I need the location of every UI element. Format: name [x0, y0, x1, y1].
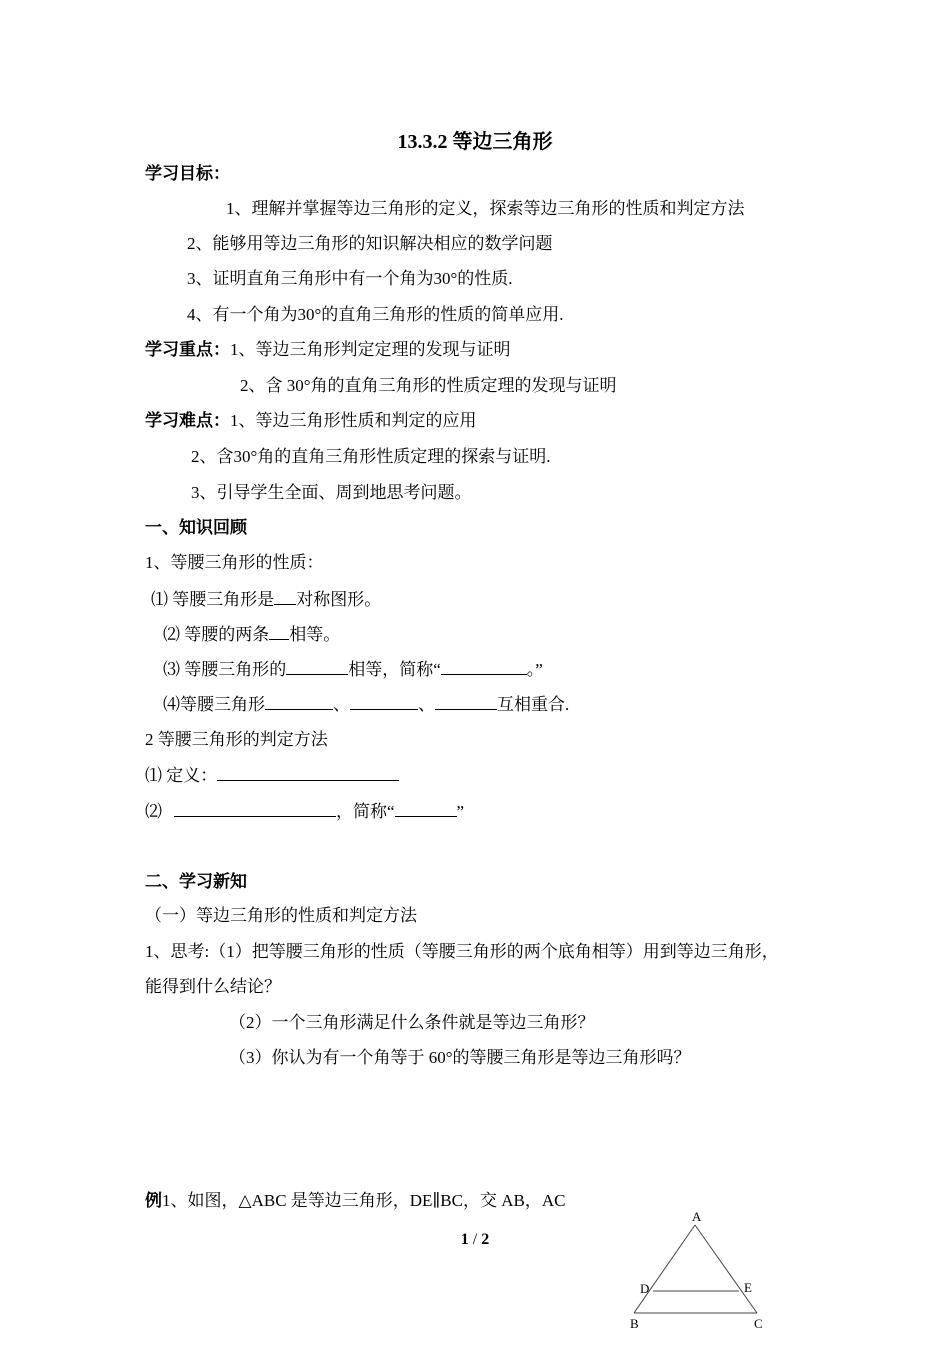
criterion-2-number: ⑵ [145, 802, 162, 821]
difficulty-item-1: 1、等边三角形性质和判定的应用 [230, 411, 477, 430]
property-1-text-end: 对称图形。 [296, 590, 382, 609]
vertex-label-e: E [744, 1280, 752, 1295]
fill-blank[interactable] [286, 658, 348, 675]
example-1 [145, 1190, 565, 1212]
page-separator: / [468, 1231, 482, 1248]
key-points-line-1 [145, 339, 511, 361]
property-3-text-end: 。” [526, 660, 543, 679]
side-ab [634, 1225, 695, 1313]
difficulty-item-2: 2、含30°角的直角三角形性质定理的探索与证明. [191, 447, 551, 466]
property-3 [163, 658, 543, 681]
difficulty-item-3: 3、引导学生全面、周到地思考问题。 [191, 483, 472, 502]
property-4-separator: 、 [333, 695, 350, 714]
property-1 [151, 588, 381, 611]
fill-blank[interactable] [217, 764, 399, 781]
criterion-1-text: ⑴ 定义： [145, 766, 218, 785]
property-4-separator: 、 [418, 695, 435, 714]
property-2 [163, 623, 340, 646]
think-question-line-1: 1、思考:（1）把等腰三角形的性质（等腰三角形的两个底角相等）用到等边三角形， [145, 942, 779, 961]
side-ac [695, 1225, 757, 1313]
review-heading: 一、知识回顾 [145, 518, 247, 537]
key-point-item-1: 1、等边三角形判定定理的发现与证明 [230, 340, 511, 359]
example-label: 例 [145, 1191, 162, 1210]
review-subheading-1: 1、等腰三角形的性质： [145, 553, 324, 572]
fill-blank[interactable] [274, 588, 296, 605]
think-question-line-2: 能得到什么结论？ [145, 977, 281, 996]
property-1-text: ⑴ 等腰三角形是 [151, 590, 275, 609]
property-4-text: ⑷等腰三角形 [163, 695, 265, 714]
property-3-text: ⑶ 等腰三角形的 [163, 660, 287, 679]
criterion-2 [145, 800, 464, 823]
new-knowledge-subheading: （一）等边三角形的性质和判定方法 [145, 906, 417, 925]
objective-item-4: 4、有一个角为30°的直角三角形的性质的简单应用. [187, 305, 564, 324]
page-current: 1 [460, 1231, 469, 1248]
fill-blank[interactable] [350, 693, 418, 710]
vertex-label-b: B [630, 1316, 639, 1331]
criterion-2-text-end: ” [456, 802, 465, 821]
fill-blank[interactable] [174, 800, 336, 817]
property-2-text-end: 相等。 [289, 625, 341, 644]
objective-item-3: 3、证明直角三角形中有一个角为30°的性质. [187, 269, 513, 288]
property-3-text-mid: 相等，简称“ [348, 660, 441, 679]
triangle-diagram [620, 1205, 780, 1344]
vertex-label-d: D [640, 1281, 650, 1296]
page-total: 2 [481, 1231, 490, 1248]
new-knowledge-heading: 二、学习新知 [145, 872, 247, 891]
objectives-heading: 学习目标： [145, 164, 230, 183]
fill-blank[interactable] [435, 693, 497, 710]
property-4 [163, 693, 569, 716]
example-text: 1、如图，△ABC 是等边三角形，DE∥BC，交 AB，AC [162, 1191, 566, 1210]
criterion-1 [145, 764, 399, 787]
objective-item-2: 2、能够用等边三角形的知识解决相应的数学问题 [187, 234, 553, 253]
fill-blank[interactable] [441, 658, 527, 675]
difficulties-line-1 [145, 410, 477, 432]
vertex-label-a: A [692, 1209, 702, 1224]
objective-item-1: 1、理解并掌握等边三角形的定义，探索等边三角形的性质和判定方法 [226, 199, 745, 218]
page-number [0, 1231, 950, 1249]
fill-blank[interactable] [265, 693, 333, 710]
criterion-2-text: ，简称“ [336, 802, 395, 821]
think-question-3: （3）你认为有一个角等于 60°的等腰三角形是等边三角形吗？ [229, 1048, 691, 1067]
difficulties-heading: 学习难点： [145, 411, 230, 430]
property-4-text-end: 互相重合. [497, 695, 570, 714]
triangle-figure [620, 1205, 780, 1344]
vertex-label-c: C [754, 1316, 763, 1331]
think-question-2: （2）一个三角形满足什么条件就是等边三角形？ [229, 1013, 595, 1032]
page-title: 13.3.2 等边三角形 [397, 131, 553, 153]
key-point-item-2: 2、含 30°角的直角三角形的性质定理的发现与证明 [240, 376, 617, 395]
fill-blank[interactable] [395, 800, 457, 817]
property-2-text: ⑵ 等腰的两条 [163, 625, 270, 644]
fill-blank[interactable] [269, 623, 289, 640]
review-subheading-2: 2 等腰三角形的判定方法 [145, 730, 328, 749]
key-points-heading: 学习重点： [145, 340, 230, 359]
